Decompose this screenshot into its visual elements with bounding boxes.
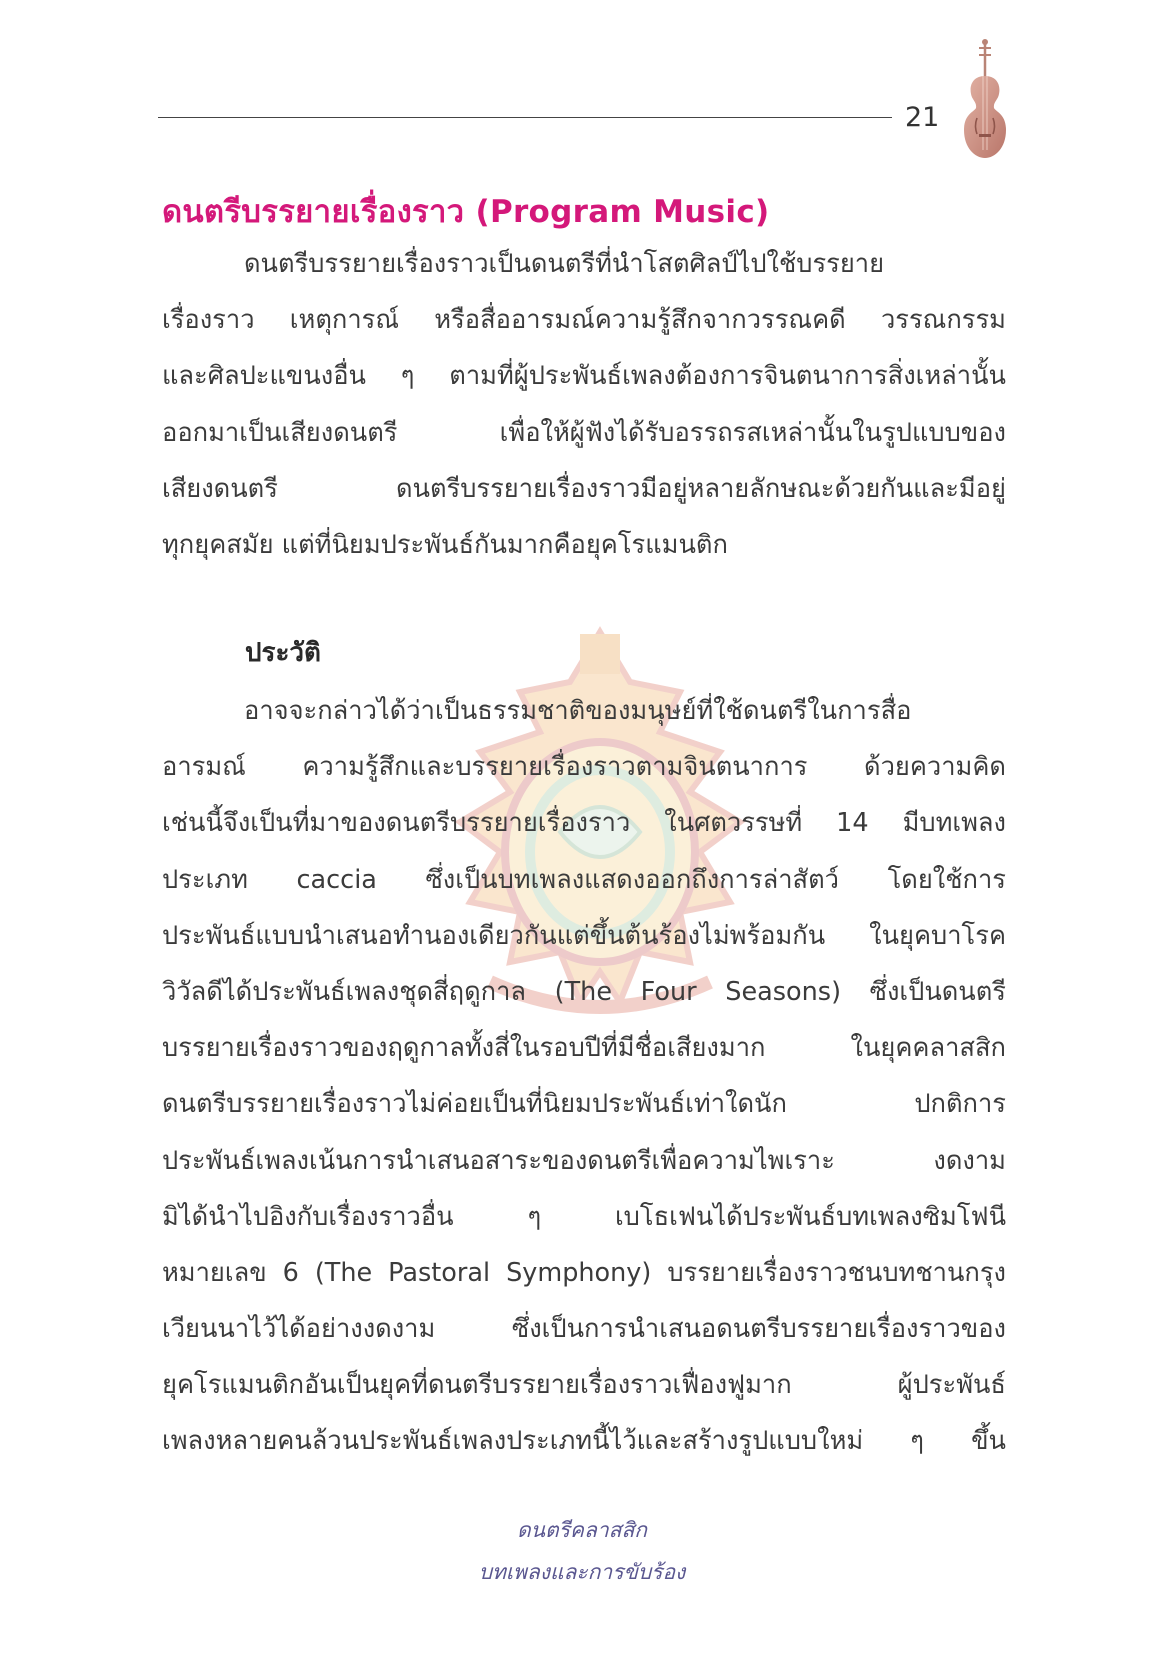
- violin-icon: [955, 38, 1015, 162]
- text-line: ทุกยุคสมัย แต่ที่นิยมประพันธ์กันมากคือยุคโรแมนติก: [162, 529, 728, 560]
- text-line: ดนตรีบรรยายเรื่องราวเป็นดนตรีที่นำโสตศิลป์ไปใช้บรรยาย: [244, 249, 885, 279]
- header-rule: [158, 117, 892, 118]
- history-paragraph: [162, 683, 1006, 1470]
- text-line: ประพันธ์แบบนำเสนอทำนองเดียวกันแต่ขึ้นต้นร้องไม่พร้อมกัน ในยุคบาโรค: [162, 920, 1006, 951]
- text-line: ดนตรีบรรยายเรื่องราวไม่ค่อยเป็นที่นิยมประพันธ์เท่าใดนัก ปกติการ: [162, 1089, 1006, 1120]
- history-heading: ประวัติ: [245, 638, 321, 668]
- text-line: เวียนนาไว้ได้อย่างงดงาม ซึ่งเป็นการนำเสนอดนตรีบรรยายเรื่องราวของ: [162, 1314, 1006, 1345]
- footer-book-subtitle: บทเพลงและการขับร้อง: [478, 1560, 686, 1584]
- text-line: เรื่องราว เหตุการณ์ หรือสื่ออารมณ์ความรู้สึกจากวรรณคดี วรรณกรรม: [162, 305, 1006, 336]
- text-line: และศิลปะแขนงอื่น ๆ ตามที่ผู้ประพันธ์เพลงต้องการจินตนาการสิ่งเหล่านั้น: [162, 361, 1006, 392]
- text-line: ยุคโรแมนติกอันเป็นยุคที่ดนตรีบรรยายเรื่องราวเฟื่องฟูมาก ผู้ประพันธ์: [162, 1370, 1006, 1401]
- text-line: ประเภท caccia ซึ่งเป็นบทเพลงแสดงออกถึงการล่าสัตว์ โดยใช้การ: [162, 864, 1006, 895]
- text-line: บรรยายเรื่องราวของฤดูกาลทั้งสี่ในรอบปีที่มีชื่อเสียงมาก ในยุคคลาสสิก: [162, 1033, 1006, 1064]
- text-line: เสียงดนตรี ดนตรีบรรยายเรื่องราวมีอยู่หลายลักษณะด้วยกันและมีอยู่: [162, 473, 1006, 504]
- text-line: เพลงหลายคนล้วนประพันธ์เพลงประเภทนี้ไว้และสร้างรูปแบบใหม่ ๆ ขึ้น: [162, 1426, 1006, 1457]
- text-line: อาจจะกล่าวได้ว่าเป็นธรรมชาติของมนุษย์ที่ใช้ดนตรีในการสื่อ: [244, 696, 912, 726]
- text-line: ออกมาเป็นเสียงดนตรี เพื่อให้ผู้ฟังได้รับอรรถรสเหล่านั้นในรูปแบบของ: [162, 417, 1006, 448]
- footer-book-title: ดนตรีคลาสสิก: [517, 1518, 647, 1542]
- intro-paragraph: [162, 236, 1006, 573]
- page-number: 21: [905, 102, 940, 133]
- text-line: อารมณ์ ความรู้สึกและบรรยายเรื่องราวตามจินตนาการ ด้วยความคิด: [162, 752, 1006, 783]
- text-line: หมายเลข 6 (The Pastoral Symphony) บรรยายเรื่องราวชนบทชานกรุง: [162, 1257, 1006, 1288]
- text-line: เช่นนี้จึงเป็นที่มาของดนตรีบรรยายเรื่องราว ในศตวรรษที่ 14 มีบทเพลง: [162, 808, 1006, 839]
- text-line: ประพันธ์เพลงเน้นการนำเสนอสาระของดนตรีเพื่อความไพเราะ งดงาม: [162, 1145, 1006, 1176]
- text-line: วิวัลดีได้ประพันธ์เพลงชุดสี่ฤดูกาล (The Four Seasons) ซึ่งเป็นดนตรี: [162, 976, 1006, 1007]
- text-line: มิได้นำไปอิงกับเรื่องราวอื่น ๆ เบโธเฟนได้ประพันธ์บทเพลงซิมโฟนี: [162, 1201, 1006, 1232]
- section-title: ดนตรีบรรยายเรื่องราว (Program Music): [162, 194, 770, 230]
